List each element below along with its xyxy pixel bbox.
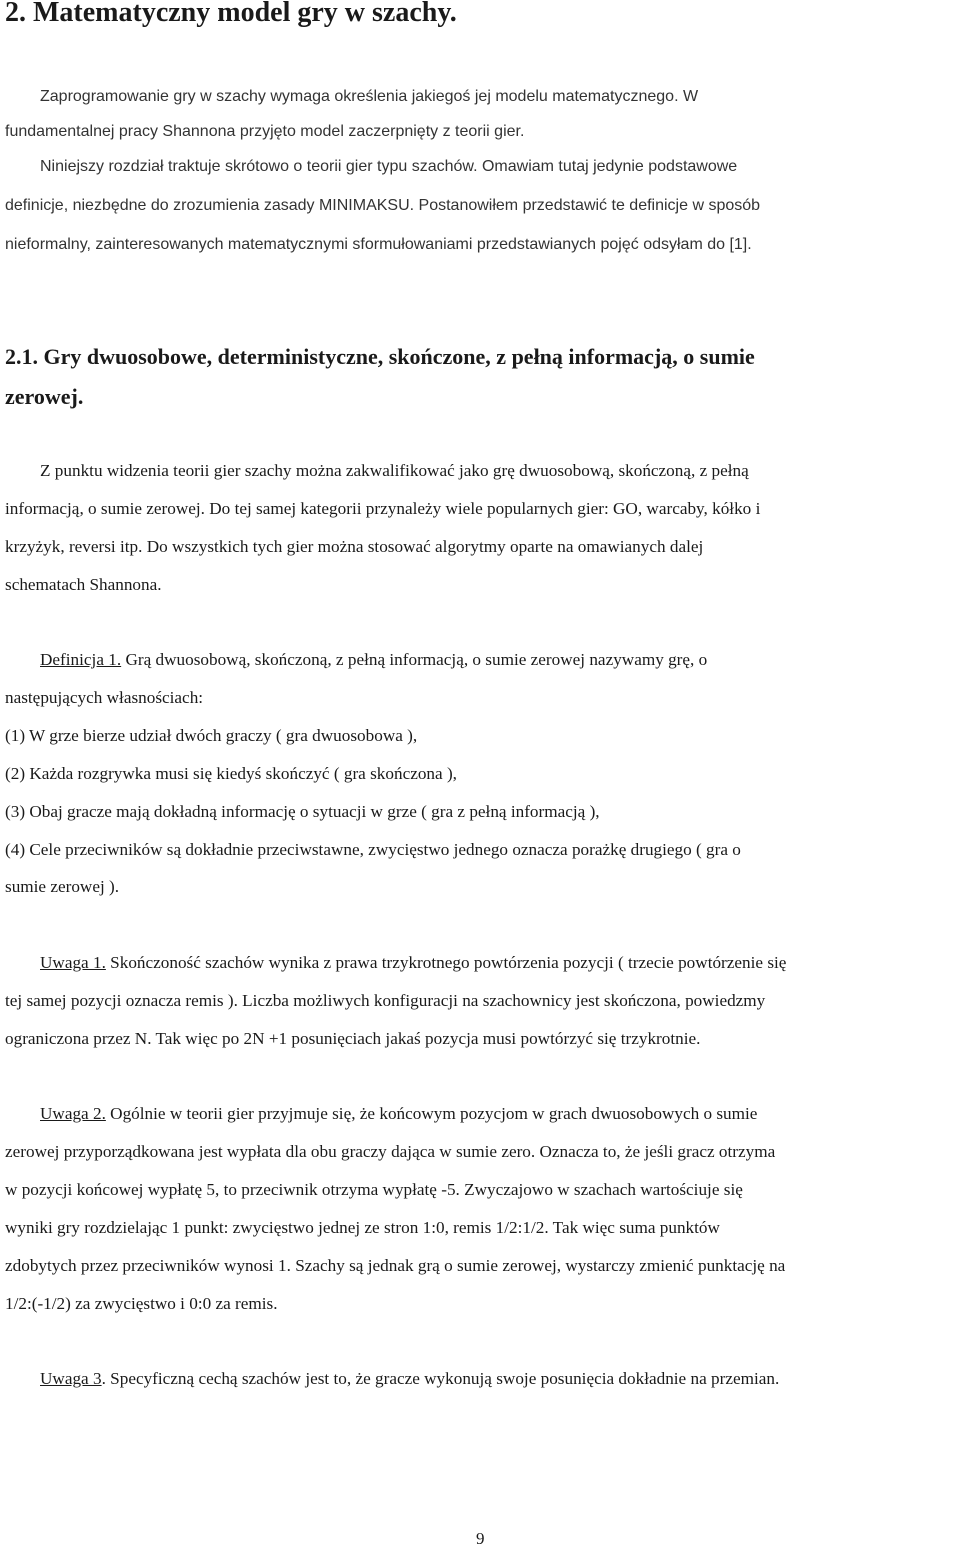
page-number: 9	[476, 1529, 485, 1548]
remark-label: Uwaga 2.	[40, 1104, 106, 1123]
paragraph-line: informacją, o sumie zerowej. Do tej samej kategorii przynależy wiele popularnych gier: GO, warcaby, kółko i	[5, 499, 761, 518]
intro-line: Niniejszy rozdział traktuje skrótowo o teorii gier typu szachów. Omawiam tutaj jedynie podstawowe	[40, 158, 738, 175]
definition-line: sumie zerowej ).	[5, 877, 120, 896]
remark-line: ograniczona przez N. Tak więc po 2N +1 posunięciach jakaś pozycja musi powtórzyć się trzykrotnie.	[5, 1029, 701, 1048]
remark-line: 1/2:(-1/2) za zwycięstwo i 0:0 za remis.	[5, 1294, 278, 1313]
remark-line: tej samej pozycji oznacza remis ). Liczba możliwych konfiguracji na szachownicy jest skończona, powiedzmy	[5, 991, 766, 1010]
definition-line: (2) Każda rozgrywka musi się kiedyś skończyć ( gra skończona ),	[5, 764, 457, 783]
paragraph-line: Z punktu widzenia teorii gier szachy można zakwalifikować jako grę dwuosobową, skończoną, z pełną	[40, 461, 749, 480]
remark-line: wyniki gry rozdzielając 1 punkt: zwycięstwo jednej ze stron 1:0, remis 1/2:1/2. Tak więc suma punktów	[5, 1218, 720, 1237]
definition-line: następujących własnościach:	[5, 688, 204, 707]
intro-line: nieformalny, zainteresowanych matematycznymi sformułowaniami przedstawianych pojęć odsyłam do [1].	[5, 236, 752, 253]
definition-label: Definicja 1.	[40, 650, 122, 669]
section-heading: 2.1. Gry dwuosobowe, deterministyczne, skończone, z pełną informacją, o sumie	[5, 344, 755, 369]
page-title: 2. Matematyczny model gry w szachy.	[5, 0, 457, 28]
remark-line: Uwaga 3. Specyficzną cechą szachów jest to, że gracze wykonują swoje posunięcia dokładnie na przemian.	[40, 1369, 780, 1388]
remark-label: Uwaga 3	[40, 1369, 102, 1388]
paragraph-line: schematach Shannona.	[5, 575, 162, 594]
remark-line: w pozycji końcowej wypłatę 5, to przeciwnik otrzyma wypłatę -5. Zwyczajowo w szachach wartościuje się	[5, 1180, 743, 1199]
intro-line: fundamentalnej pracy Shannona przyjęto model zaczerpnięty z teorii gier.	[5, 123, 525, 140]
remark-line: zerowej przyporządkowana jest wypłata dla obu graczy dająca w sumie zero. Oznacza to, że jeśli gracz otrzyma	[5, 1142, 776, 1161]
remark-line: zdobytych przez przeciwników wynosi 1. Szachy są jednak grą o sumie zerowej, wystarczy zmienić punktację na	[5, 1256, 786, 1275]
remark-line: Uwaga 1. Skończoność szachów wynika z prawa trzykrotnego powtórzenia pozycji ( trzecie powtórzenie się	[40, 953, 787, 972]
remark-label: Uwaga 1.	[40, 953, 106, 972]
remark-line: Uwaga 2. Ogólnie w teorii gier przyjmuje się, że końcowym pozycjom w grach dwuosobowych o sumie	[40, 1104, 758, 1123]
definition-line: (3) Obaj gracze mają dokładną informację o sytuacji w grze ( gra z pełną informacją ),	[5, 802, 600, 821]
intro-line: Zaprogramowanie gry w szachy wymaga określenia jakiegoś jej modelu matematycznego. W	[40, 88, 699, 105]
definition-line: (4) Cele przeciwników są dokładnie przeciwstawne, zwycięstwo jednego oznacza porażkę drugiego ( gra o	[5, 840, 741, 859]
definition-line: Definicja 1. Grą dwuosobową, skończoną, z pełną informacją, o sumie zerowej nazywamy grę, o	[40, 650, 708, 669]
paragraph-line: krzyżyk, reversi itp. Do wszystkich tych gier można stosować algorytmy oparte na omawianych dalej	[5, 537, 704, 556]
section-heading-cont: zerowej.	[5, 384, 84, 409]
intro-line: definicje, niezbędne do zrozumienia zasady MINIMAKSU. Postanowiłem przedstawić te definicje w sposób	[5, 197, 761, 214]
definition-line: (1) W grze bierze udział dwóch graczy ( gra dwuosobowa ),	[5, 726, 418, 745]
